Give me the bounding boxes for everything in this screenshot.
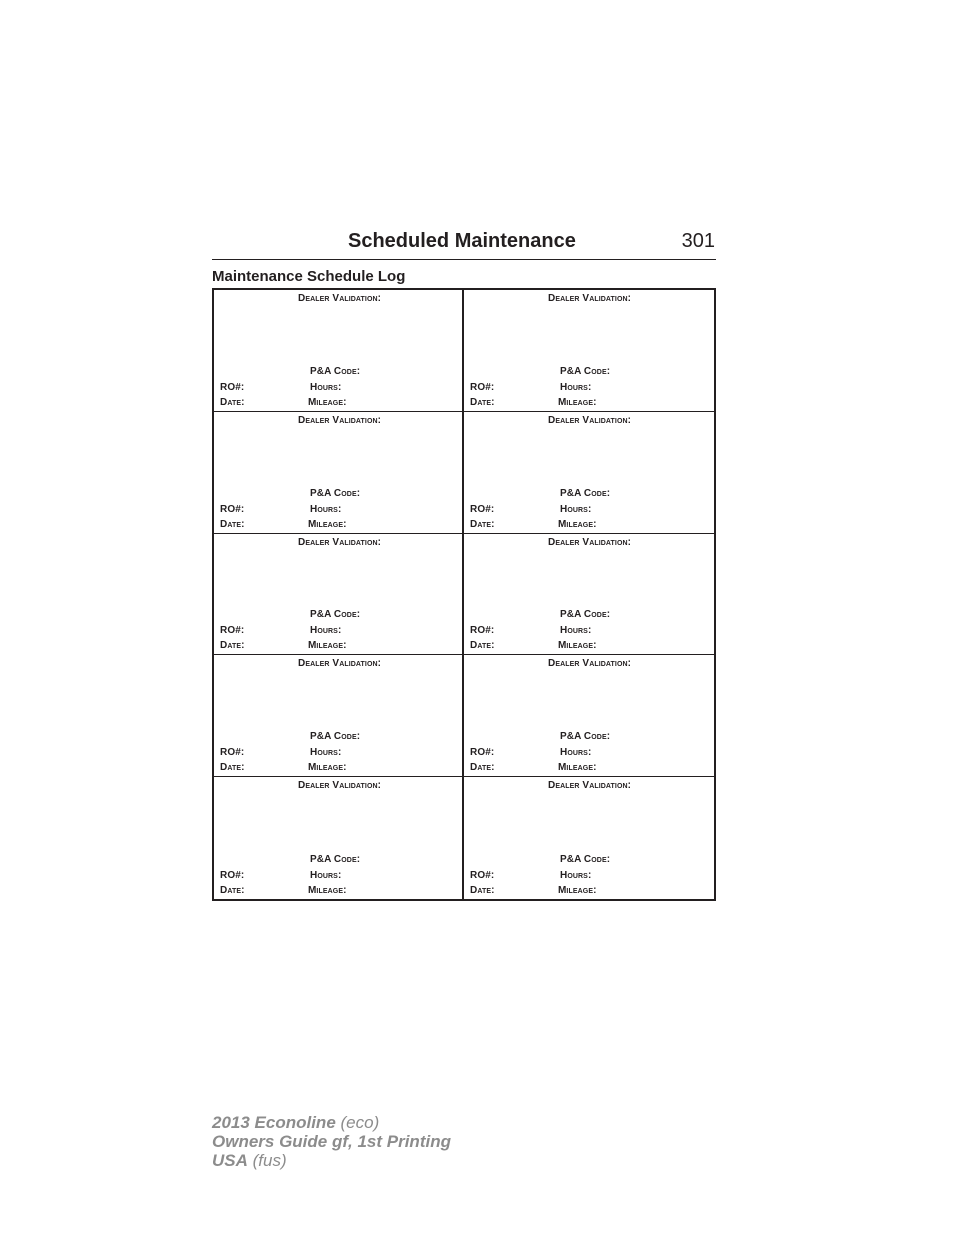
pa-code-label: P&A Code:: [310, 854, 361, 865]
footer-line-3: [212, 1151, 451, 1170]
mileage-label: Mileage:: [308, 518, 347, 530]
ro-number-label: RO#:: [470, 625, 495, 637]
log-entry-cell: [464, 412, 714, 534]
dealer-validation-label: Dealer Validation:: [548, 414, 632, 426]
pa-code-label: P&A Code:: [560, 365, 611, 377]
log-entry-cell: [464, 777, 714, 899]
date-label: Date:: [470, 762, 495, 774]
dealer-validation-label: Dealer Validation:: [298, 536, 382, 548]
log-entry-cell: [464, 534, 714, 656]
ro-number-label: RO#:: [220, 870, 245, 881]
maintenance-log-grid: [212, 288, 716, 901]
hours-label: Hours:: [560, 870, 592, 881]
ro-number-label: RO#:: [220, 625, 245, 637]
pa-code-label: P&A Code:: [560, 487, 611, 499]
log-entry-cell: [214, 777, 464, 899]
dealer-validation-label: Dealer Validation:: [298, 658, 382, 670]
dealer-validation-label: Dealer Validation:: [298, 780, 382, 792]
hours-label: Hours:: [310, 870, 342, 881]
page-title: Scheduled Maintenance: [348, 230, 576, 252]
hours-label: Hours:: [310, 503, 342, 515]
log-entry-cell: [214, 290, 464, 412]
ro-number-label: RO#:: [470, 503, 495, 515]
pa-code-label: P&A Code:: [560, 731, 611, 743]
footer-line-2: [212, 1132, 451, 1151]
ro-number-label: RO#:: [220, 503, 245, 515]
dealer-validation-label: Dealer Validation:: [298, 414, 382, 426]
footer-market: USA: [212, 1151, 248, 1170]
pa-code-label: P&A Code:: [310, 365, 361, 377]
mileage-label: Mileage:: [308, 885, 347, 896]
pa-code-label: P&A Code:: [310, 609, 361, 621]
ro-number-label: RO#:: [220, 747, 245, 759]
date-label: Date:: [220, 762, 245, 774]
pa-code-label: P&A Code:: [310, 487, 361, 499]
mileage-label: Mileage:: [308, 396, 347, 408]
page-header: [212, 229, 716, 260]
hours-label: Hours:: [560, 381, 592, 393]
date-label: Date:: [220, 396, 245, 408]
footer-market-code: (fus): [252, 1151, 287, 1170]
ro-number-label: RO#:: [470, 747, 495, 759]
dealer-validation-label: Dealer Validation:: [548, 293, 632, 304]
dealer-validation-label: Dealer Validation:: [298, 293, 382, 304]
ro-number-label: RO#:: [470, 381, 495, 393]
mileage-label: Mileage:: [558, 396, 597, 408]
mileage-label: Mileage:: [308, 762, 347, 774]
footer-model: 2013 Econoline: [212, 1113, 336, 1132]
ro-number-label: RO#:: [220, 381, 245, 393]
dealer-validation-label: Dealer Validation:: [548, 658, 632, 670]
date-label: Date:: [220, 518, 245, 530]
mileage-label: Mileage:: [308, 640, 347, 652]
date-label: Date:: [220, 885, 245, 896]
mileage-label: Mileage:: [558, 885, 597, 896]
footer-guide: Owners Guide gf, 1st Printing: [212, 1132, 451, 1151]
mileage-label: Mileage:: [558, 640, 597, 652]
mileage-label: Mileage:: [558, 518, 597, 530]
footer-model-code: (eco): [340, 1113, 380, 1132]
hours-label: Hours:: [310, 381, 342, 393]
dealer-validation-label: Dealer Validation:: [548, 780, 632, 792]
page-number: 301: [681, 230, 715, 252]
date-label: Date:: [220, 640, 245, 652]
document-footer: [212, 1113, 451, 1170]
date-label: Date:: [470, 885, 495, 896]
date-label: Date:: [470, 396, 495, 408]
hours-label: Hours:: [560, 503, 592, 515]
mileage-label: Mileage:: [558, 762, 597, 774]
log-entry-cell: [464, 655, 714, 777]
hours-label: Hours:: [560, 625, 592, 637]
dealer-validation-label: Dealer Validation:: [548, 536, 632, 548]
date-label: Date:: [470, 640, 495, 652]
pa-code-label: P&A Code:: [560, 609, 611, 621]
log-entry-cell: [214, 412, 464, 534]
footer-line-1: [212, 1113, 451, 1132]
hours-label: Hours:: [310, 625, 342, 637]
log-entry-cell: [464, 290, 714, 412]
pa-code-label: P&A Code:: [310, 731, 361, 743]
ro-number-label: RO#:: [470, 870, 495, 881]
log-entry-cell: [214, 655, 464, 777]
section-title: Maintenance Schedule Log: [212, 268, 406, 285]
date-label: Date:: [470, 518, 495, 530]
pa-code-label: P&A Code:: [560, 854, 611, 865]
log-entry-cell: [214, 534, 464, 656]
hours-label: Hours:: [560, 747, 592, 759]
hours-label: Hours:: [310, 747, 342, 759]
